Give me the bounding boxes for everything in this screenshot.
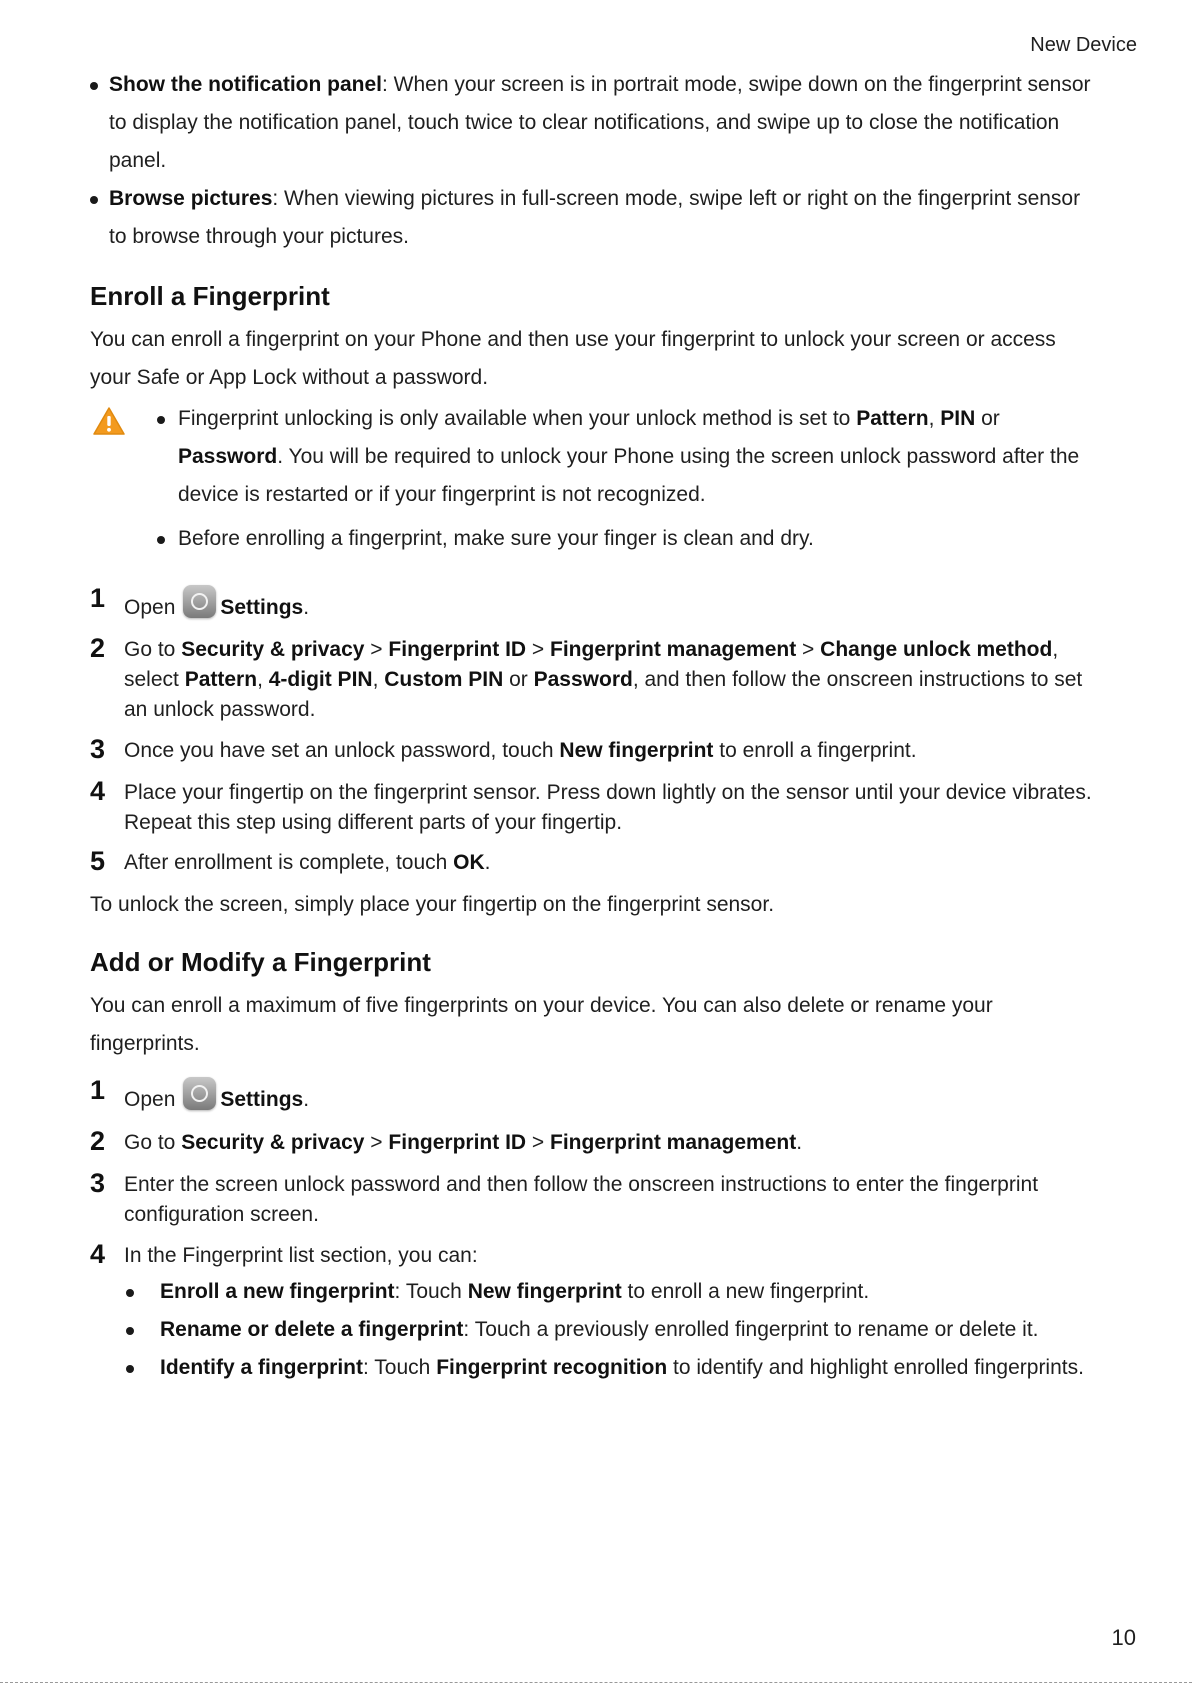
- enroll-step-2: 2 Go to Security & privacy > Fingerprint ID > Fingerprint management > Change unlock method, select Pattern, 4-digit PIN, Custom PIN or Password, and then follow the onscreen instructions to set an unlock password.: [90, 633, 1083, 721]
- enroll-intro: You can enroll a fingerprint on your Phone and then use your fingerprint to unlock your screen or access your Safe or App Lock without a password.: [90, 328, 1056, 389]
- warning-block: [90, 400, 1100, 558]
- page-number: 10: [1111, 1625, 1136, 1650]
- page-content: [90, 66, 1100, 1387]
- modify-step-2: 2 Go to Security & privacy > Fingerprint ID > Fingerprint management.: [90, 1126, 803, 1156]
- bullet-browse-pictures: Browse pictures: When viewing pictures in full-screen mode, swipe left or right on the fingerprint sensor to browse through your pictures.: [90, 180, 1100, 256]
- modify-step-3: 3 Enter the screen unlock password and then follow the onscreen instructions to enter the fingerprint configuration screen.: [90, 1168, 1039, 1226]
- bullet-notification-panel: Show the notification panel: When your screen is in portrait mode, swipe down on the fingerprint sensor to display the notification panel, touch twice to clear notifications, and swipe up to close the notification panel.: [90, 66, 1100, 180]
- enroll-step-4: 4 Place your fingertip on the fingerprint sensor. Press down lightly on the sensor until your device vibrates. Repeat this step using different parts of your fingertip.: [90, 776, 1092, 834]
- enroll-step-1: 1 Open Settings.: [90, 583, 310, 619]
- enroll-step-3: 3 Once you have set an unlock password, touch New fingerprint to enroll a fingerprint.: [90, 734, 917, 764]
- settings-icon: [183, 585, 216, 618]
- warning-item-unlock-method: Fingerprint unlocking is only available when your unlock method is set to Pattern, PIN or Password. You will be required to unlock your Phone using the screen unlock password after the device is restarted or if your fingerprint is not recognized.: [157, 400, 1100, 514]
- enroll-step-5: 5 After enrollment is complete, touch OK.: [90, 846, 491, 876]
- enroll-outro: To unlock the screen, simply place your fingertip on the fingerprint sensor.: [90, 893, 775, 916]
- option-enroll-new: Enroll a new fingerprint: Touch New fingerprint to enroll a new fingerprint.: [90, 1273, 1100, 1311]
- option-rename-delete: Rename or delete a fingerprint: Touch a previously enrolled fingerprint to rename or delete it.: [90, 1311, 1100, 1349]
- modify-intro: You can enroll a maximum of five fingerprints on your device. You can also delete or rename your fingerprints.: [90, 994, 993, 1055]
- option-identify: Identify a fingerprint: Touch Fingerprint recognition to identify and highlight enrolled fingerprints.: [90, 1349, 1100, 1387]
- settings-icon: [183, 1077, 216, 1110]
- bottom-divider: [0, 1682, 1192, 1683]
- warning-item-clean-finger: Before enrolling a fingerprint, make sure your finger is clean and dry.: [157, 520, 1100, 558]
- modify-step-4: 4 In the Fingerprint list section, you can:: [90, 1239, 478, 1269]
- running-header: New Device: [1030, 34, 1137, 56]
- warning-icon: [93, 407, 125, 435]
- heading-enroll-fingerprint: Enroll a Fingerprint: [90, 281, 330, 311]
- modify-step-1: 1 Open Settings.: [90, 1075, 310, 1111]
- heading-add-modify-fingerprint: Add or Modify a Fingerprint: [90, 947, 431, 977]
